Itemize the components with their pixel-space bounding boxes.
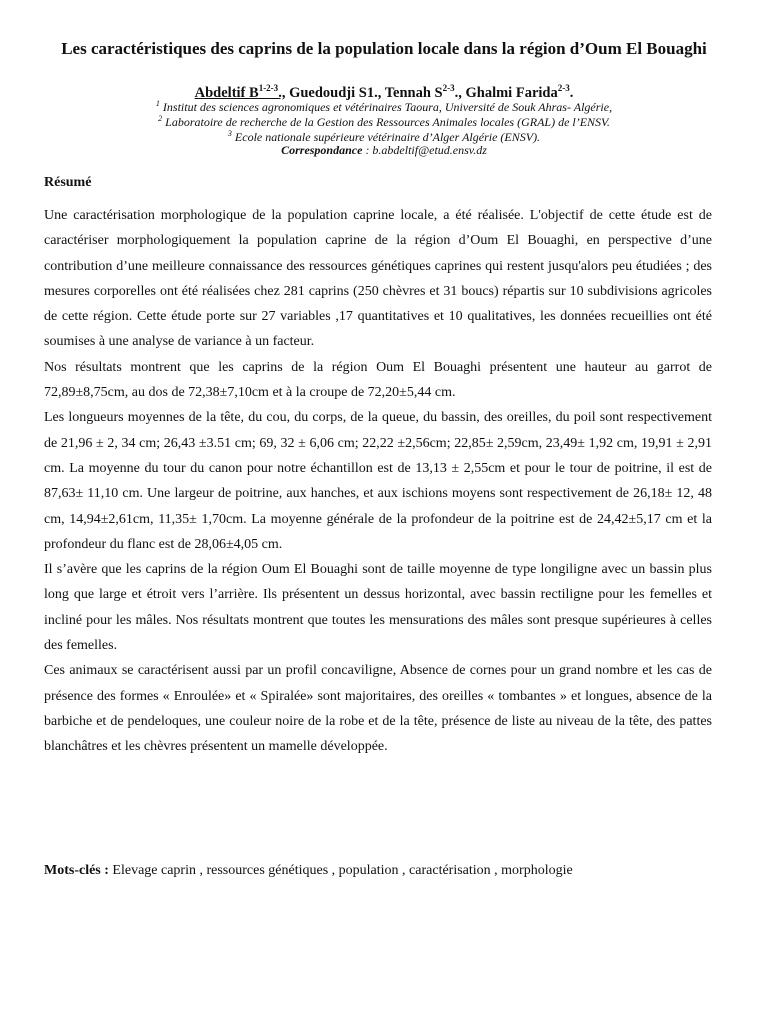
author-3: ., Ghalmi Farida [454, 84, 558, 101]
abstract-paragraph: Nos résultats montrent que les caprins de la région Oum El Bouaghi présentent une hauteur au garrot de 72,89±8,75cm, au dos de 72,38±7,10cm et à la croupe de 72,20±5,44 cm. [44, 359, 712, 401]
author-2: Guedoudji S1., Tennah S [285, 84, 443, 101]
abstract-paragraph: Il s’avère que les caprins de la région Oum El Bouaghi sont de taille moyenne de type longiligne avec un bassin plus long que large et étroit vers l’arrière. Ils présentent un dessus horizontal, avec bassin rectiligne pour les femelles et incliné pour les mâles. Nos résultats montrent que toutes les mensurations des mâles sont presque supérieures à celles des femelles. [44, 562, 712, 654]
abstract-paragraph: Ces animaux se caractérisent aussi par un profil concaviligne, Absence de cornes pour un grand nombre et les cas de présence des formes « Enroulée» et « Spiralée» sont majoritaires, des oreilles « tombantes » et longues, absence de la barbiche et de pendeloques, une couleur noire de la robe et de la tête, présence de liste au niveau de la tête, des pattes blanchâtres et les chèvres présentent un mamelle développée. [44, 663, 712, 755]
keywords-list: Elevage caprin , ressources génétiques , population , caractérisation , morphologie [112, 863, 573, 878]
abstract-body [44, 203, 712, 760]
keywords-label: Mots-clés : [44, 863, 109, 878]
affiliation-3: $^3$ Ecole nationale supérieure vétérinaire d’Alger Algérie (ENSV). [227, 129, 541, 144]
author-line: Abdeltif $B^{1-2-3}$., Guedoudji S1., Tennah $S^{2-3}$., Ghalmi Farida$^{2-3}$. [194, 83, 574, 101]
abstract-heading: Résumé [44, 175, 92, 190]
correspondence-email: : b.abdeltif@etud.ensv.dz [365, 143, 487, 157]
keywords [44, 860, 724, 882]
affiliation-1: $^1$ Institut des sciences agronomiques et vétérinaires Taoura, Université de Souk Ahras- Algérie, [155, 99, 613, 114]
abstract-paragraph: Une caractérisation morphologique de la population caprine locale, a été réalisée. L'objectif de cette étude est de caractériser morphologiquement la population caprine de la région d’Oum El Bouaghi, en perspective d’une contribution d’une meilleure connaissance des ressources génétiques caprines qui restent jusqu'alors peu étudiées ; des mesures corporelles ont été réalisées chez 281 caprins (250 chèvres et 31 boucs) répartis sur 10 subdivisions agricoles de cette région. Cette étude porte sur 27 variables ,17 quantitatives et 10 qualitatives, les données recueillies ont été soumises à une analyse de variance à un facteur. [44, 208, 712, 350]
paper-title: Les caractéristiques des caprins de la population locale dans la région d’Oum El Bouaghi [61, 39, 707, 58]
correspondence-label: Correspondance [281, 143, 363, 157]
affiliation-2: $^2$ Laboratoire de recherche de la Gestion des Ressources Animales locales (GRAL) de l’ENSV. [158, 114, 610, 129]
abstract-paragraph: Les longueurs moyennes de la tête, du cou, du corps, de la queue, du bassin, des oreilles, du poil sont respectivement de 21,96 ± 2, 34 cm; 26,43 ±3.51 cm; 69, 32 ± 6,06 cm; 22,22 ±2,56cm; 22,85± 2,59cm, 23,49± 1,92 cm, 19,91 ± 2,91 cm. La moyenne du tour du canon pour notre échantillon est de 13,13 ± 2,55cm et pour le tour de poitrine, il est de 87,63± 11,10 cm. Une largeur de poitrine, aux hanches, et aux ischions moyens sont respectivement de 26,18± 12, 48 cm, 14,94±2,61cm, 11,35± 1,70cm. La moyenne générale de la profondeur de la poitrine est de 24,42±5,17 cm et la profondeur du flanc est de 28,06±4,05 cm. [44, 410, 712, 552]
correspondence [0, 143, 768, 157]
author-1: Abdeltif $B^{1-2-3}$., [194, 83, 286, 101]
